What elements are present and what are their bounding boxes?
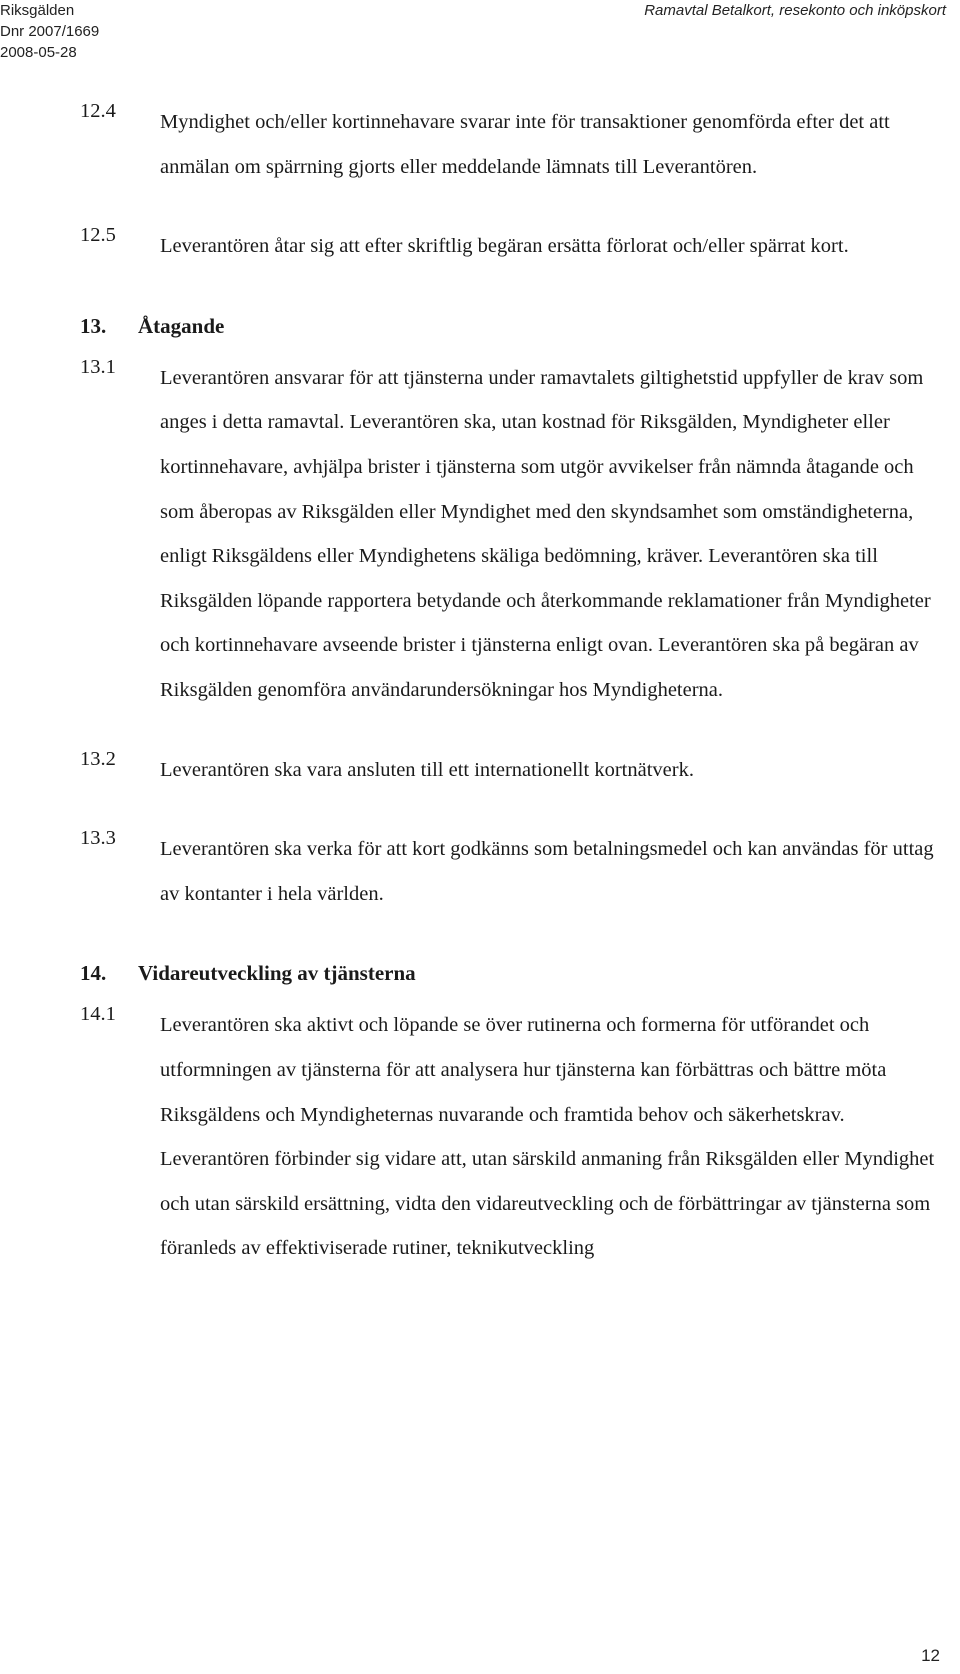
clause-text: Leverantören ska vara ansluten till ett internationellt kortnätverk. bbox=[160, 758, 694, 781]
page-number: 12 bbox=[921, 1646, 940, 1665]
clause-number: 13.3 bbox=[80, 827, 116, 850]
clause-13-2 bbox=[0, 748, 960, 793]
clause-text: Leverantören åtar sig att efter skriftlig begäran ersätta förlorat och/eller spärrat kort. bbox=[160, 235, 849, 258]
clause-12-4 bbox=[0, 100, 960, 189]
clause-12-5 bbox=[0, 224, 960, 269]
clause-number: 12.4 bbox=[80, 100, 116, 122]
section-13-heading bbox=[0, 304, 960, 348]
clause-text: Leverantören ska verka för att kort godkänns som betalningsmedel och kan användas för uttag av kontanter i hela världen. bbox=[160, 838, 934, 905]
clause-text: Leverantören ska aktivt och löpande se över rutinerna och formerna för utförandet och utformningen av tjänsterna för att analysera hur tjänsterna kan förbättras och bättre möta Riksgäldens och Myndigheternas nuvarande och framtida behov och säkerhetskrav. Leverantören förbinder sig vidare att, utan särskild anmaning från Riksgälden eller Myndighet och utan särskild ersättning, vidta den vidareutveckling och de förbättringar av tjänsterna som föranleds av effektiviserade rutiner, teknikutveckling bbox=[160, 1014, 935, 1260]
section-title: Vidareutveckling av tjänsterna bbox=[138, 961, 416, 986]
clause-13-3 bbox=[0, 827, 960, 916]
header-left bbox=[0, 0, 99, 63]
clause-number: 14.1 bbox=[80, 1003, 116, 1026]
section-title: Åtagande bbox=[138, 313, 225, 338]
clause-number: 12.5 bbox=[80, 224, 116, 247]
clause-text: Myndighet och/eller kortinnehavare svarar inte för transaktioner genomförda efter det att anmälan om spärrning gjorts eller meddelande lämnats till Leverantören. bbox=[160, 111, 890, 178]
clause-number: 13.1 bbox=[80, 355, 116, 378]
header-org: Riksgälden bbox=[0, 2, 75, 19]
clause-number: 13.2 bbox=[80, 747, 116, 770]
header-dnr: Dnr 2007/1669 bbox=[0, 23, 100, 40]
clause-text: Leverantören ansvarar för att tjänsterna under ramavtalets giltighetstid uppfyller de krav som anges i detta ramavtal. Leverantören ska, utan kostnad för Riksgälden, Myndigheter eller kortinnehavare, avhjälpa brister i tjänsterna som utgör avvikelser från nämnda åtagande och som åberopas av Riksgälden eller Myndighet med den skyndsamhet som omständigheterna, enligt Riksgäldens eller Myndighetens skäliga bedömning, kräver. Leverantören ska till Riksgälden löpande rapportera betydande och återkommande reklamationer från Myndigheter och kortinnehavare avseende brister i tjänsterna enligt ovan. Leverantören ska på begäran av Riksgälden genomföra användarundersökningar hos Myndigheterna. bbox=[160, 366, 931, 701]
section-14-heading bbox=[0, 951, 960, 995]
document-body bbox=[0, 100, 960, 1271]
section-number: 14. bbox=[80, 961, 107, 986]
section-number: 13. bbox=[80, 313, 107, 338]
clause-14-1 bbox=[0, 1003, 960, 1271]
page-header bbox=[0, 0, 960, 70]
header-date: 2008-05-28 bbox=[0, 44, 77, 61]
clause-13-1 bbox=[0, 356, 960, 713]
header-doc-title: Ramavtal Betalkort, resekonto och inköpskort bbox=[644, 2, 946, 19]
